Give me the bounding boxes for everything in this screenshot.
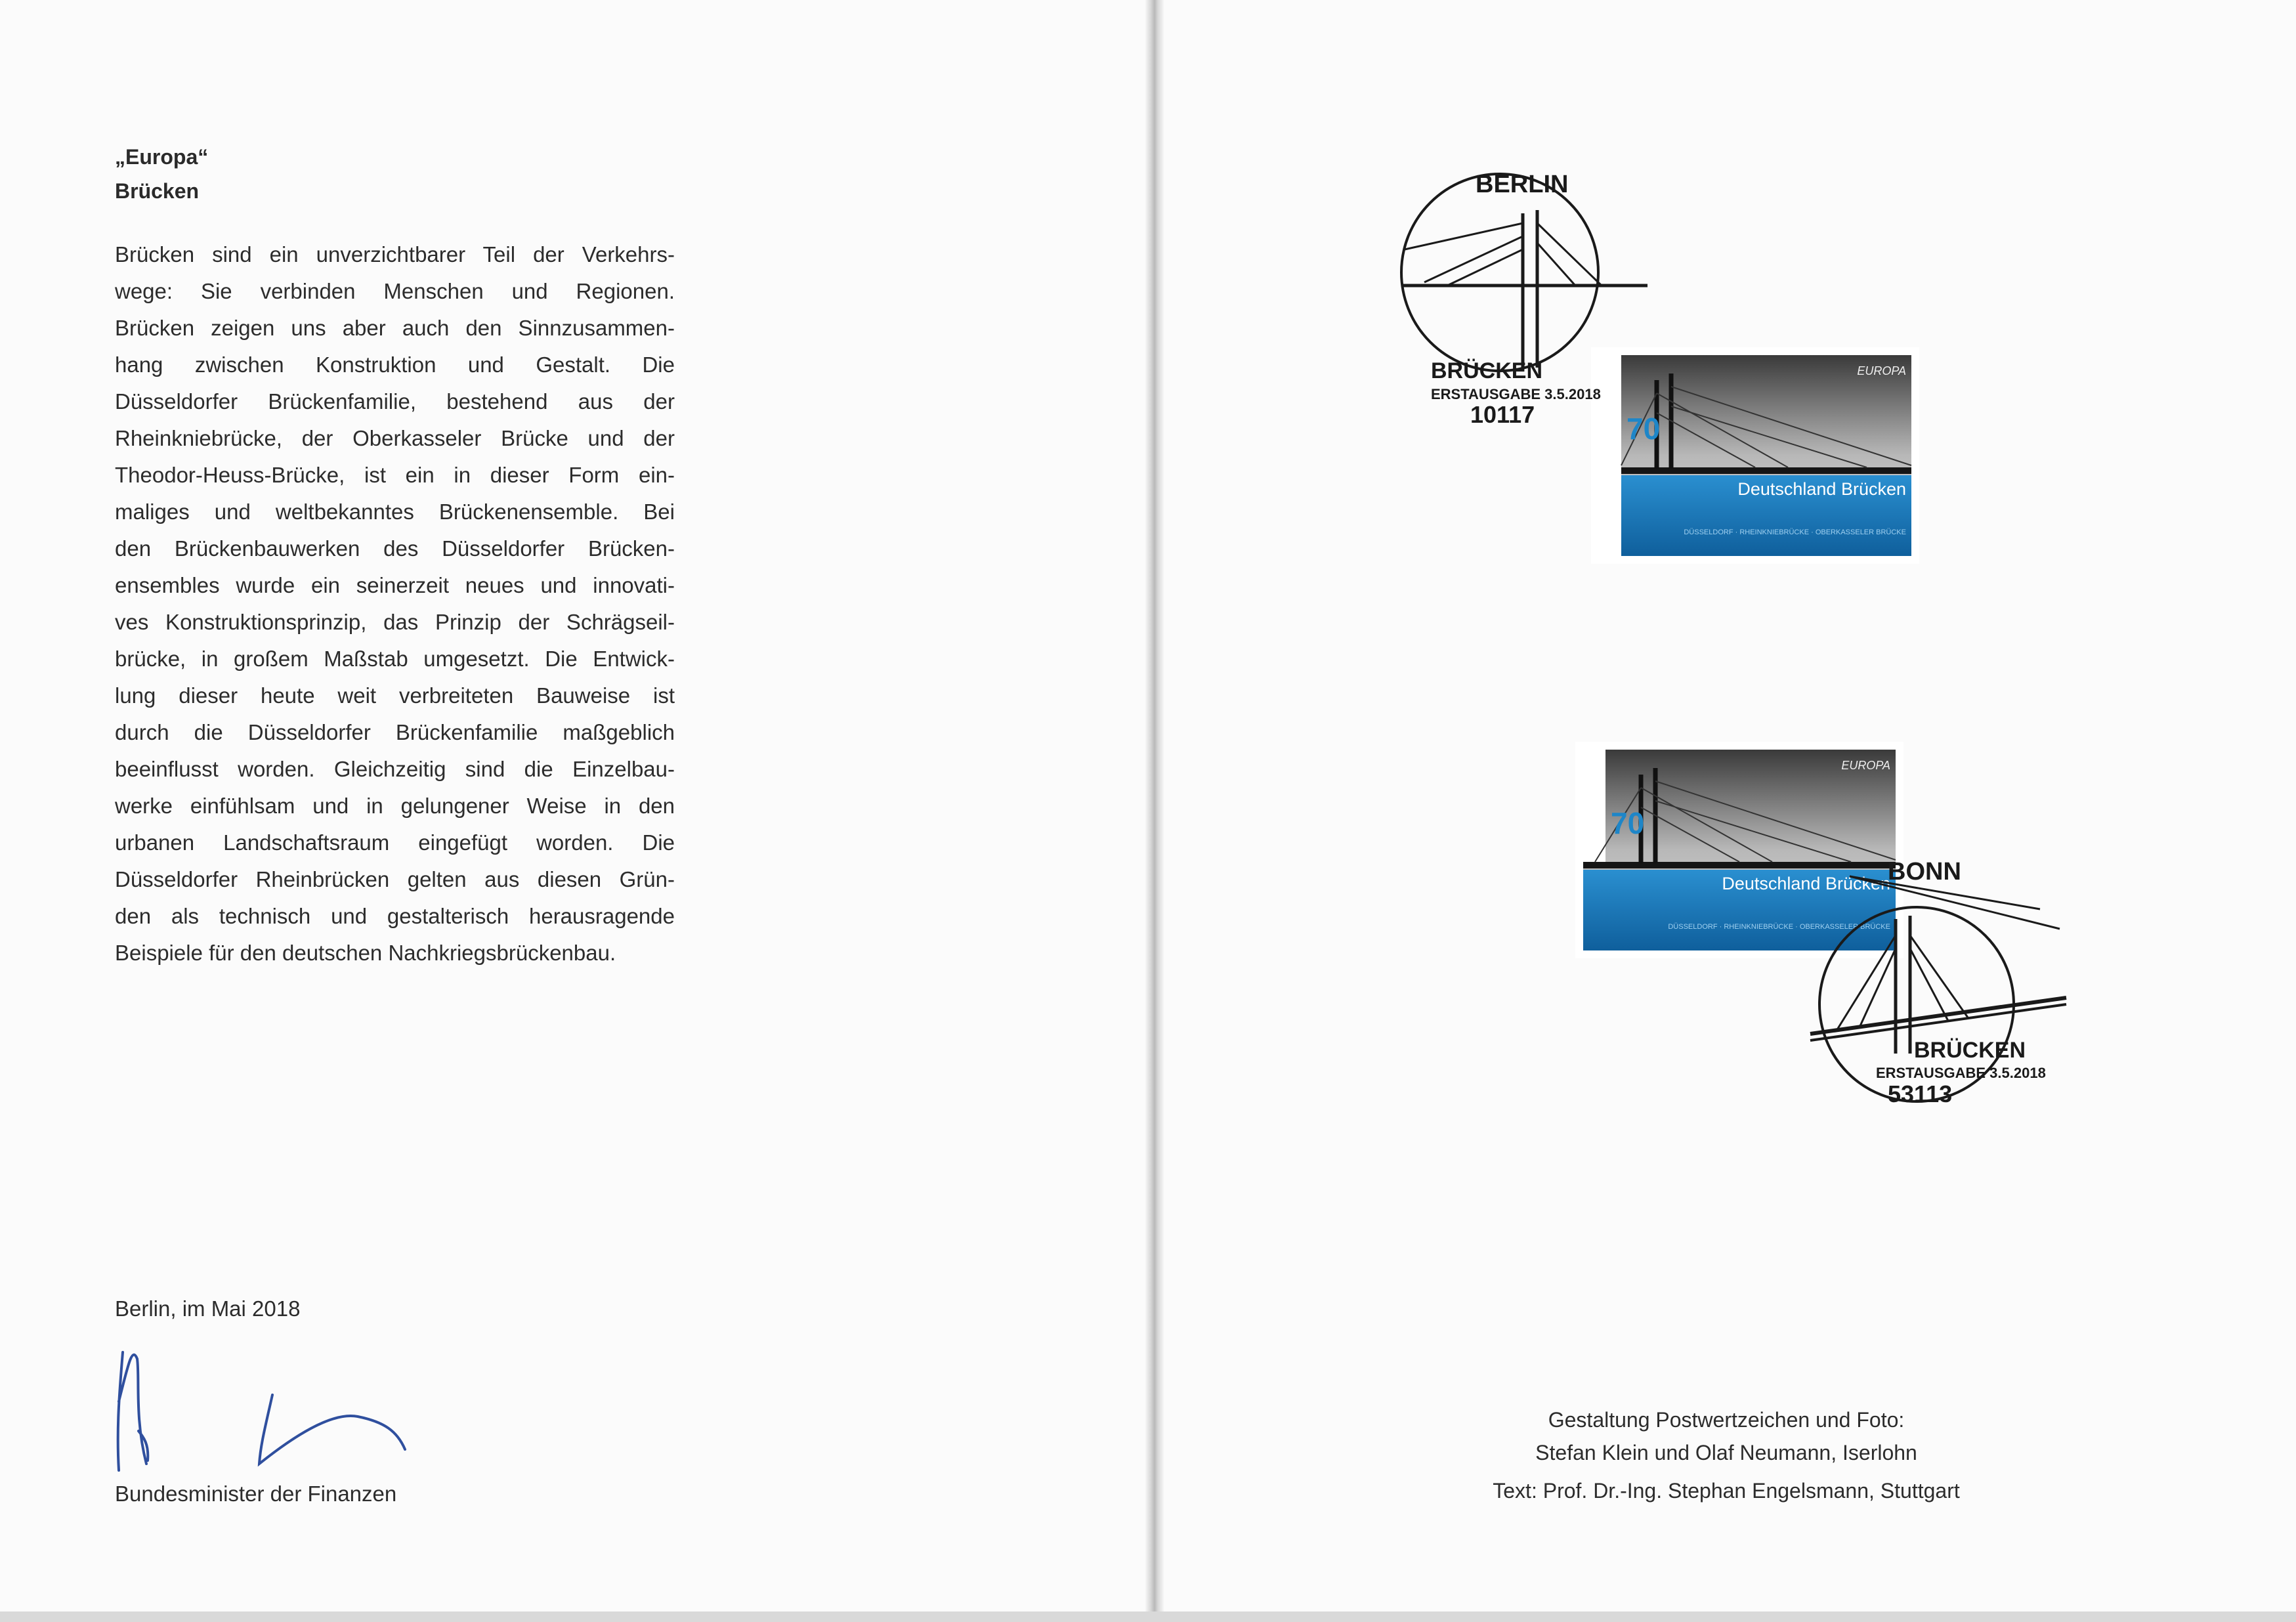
signature	[108, 1339, 423, 1477]
stamp-top-europa-logo: EUROPA	[1857, 364, 1906, 377]
body-line: wege: Sie verbinden Menschen und Regionen.	[115, 279, 675, 303]
cancellation-berlin-issue: ERSTAUSGABE 3.5.2018	[1431, 386, 1601, 402]
cancellation-bonn-city: BONN	[1888, 858, 1961, 886]
body-line: werke einfühlsam und in gelungener Weise in den	[115, 794, 675, 818]
cancellation-bonn	[1797, 843, 2073, 1119]
body-line: Beispiele für den deutschen Nachkriegsbrückenbau.	[115, 941, 616, 965]
body-line: den Brückenbauwerken des Düsseldorfer Brücken-	[115, 536, 675, 561]
body-line: Brücken zeigen uns aber auch den Sinnzusammen-	[115, 316, 675, 340]
title-bruecken: Brücken	[115, 179, 200, 203]
title-europa: „Europa“	[115, 145, 209, 169]
body-line: Theodor-Heuss-Brücke, ist ein in dieser Form ein-	[115, 463, 675, 487]
body-line: Rheinkniebrücke, der Oberkasseler Brücke und der	[115, 426, 675, 450]
credits-designers: Stefan Klein und Olaf Neumann, Iserlohn	[1535, 1441, 1917, 1464]
body-line: durch die Düsseldorfer Brückenfamilie maßgeblich	[115, 720, 675, 744]
body-line: ves Konstruktionsprinzip, das Prinzip der Schrägseil-	[115, 610, 675, 634]
bottom-edge	[0, 1611, 2296, 1622]
body-line: maliges und weltbekanntes Brückenensemble. Bei	[115, 500, 675, 524]
stamp-bottom-europa-logo: EUROPA	[1841, 759, 1890, 772]
body-line: urbanen Landschaftsraum eingefügt worden. Die	[115, 830, 675, 855]
credits-text-author: Text: Prof. Dr.-Ing. Stephan Engelsmann, Stuttgart	[1493, 1479, 1960, 1503]
stamp-top-caption: DÜSSELDORF · RHEINKNIEBRÜCKE · OBERKASSELER BRÜCKE	[1684, 528, 1906, 536]
page-title	[115, 140, 208, 208]
credits	[1398, 1403, 2054, 1507]
stamp-bottom-title: Deutschland Brücken	[1722, 874, 1890, 893]
body-text	[115, 236, 675, 971]
body-line: ensembles wurde ein seinerzeit neues und innovati-	[115, 573, 675, 597]
body-line: den als technisch und gestalterisch herausragende	[115, 904, 675, 928]
stamp-bottom-caption: DÜSSELDORF · RHEINKNIEBRÜCKE · OBERKASSELER BRÜCKE	[1668, 923, 1890, 931]
stamp-bottom-value: 70	[1611, 806, 1645, 840]
body-line: Brücken sind ein unverzichtbarer Teil der Verkehrs-	[115, 242, 675, 267]
credits-design-label: Gestaltung Postwertzeichen und Foto:	[1548, 1408, 1905, 1432]
stamp-top-value: 70	[1626, 412, 1661, 446]
signer-title: Bundesminister der Finanzen	[115, 1482, 397, 1506]
body-line: hang zwischen Konstruktion und Gestalt. Die	[115, 352, 675, 377]
body-line: Düsseldorfer Brückenfamilie, bestehend aus der	[115, 389, 675, 414]
body-line: brücke, in großem Maßstab umgesetzt. Die Entwick-	[115, 647, 675, 671]
stamp-top-title: Deutschland Brücken	[1737, 479, 1906, 499]
body-line: lung dieser heute weit verbreiteten Bauweise ist	[115, 683, 675, 708]
left-page	[0, 0, 1145, 1622]
cancellation-berlin-title: BRÜCKEN	[1431, 358, 1542, 383]
page-fold	[1145, 0, 1164, 1622]
cancellation-bonn-postcode: 53113	[1888, 1080, 1953, 1107]
body-line: beeinflusst worden. Gleichzeitig sind die Einzelbau-	[115, 757, 675, 781]
cancellation-bonn-title: BRÜCKEN	[1914, 1038, 2026, 1063]
cancellation-berlin-postcode: 10117	[1470, 401, 1535, 427]
cancellation-bonn-issue: ERSTAUSGABE 3.5.2018	[1876, 1065, 2046, 1081]
place-date: Berlin, im Mai 2018	[115, 1296, 301, 1321]
cancellation-berlin-city: BERLIN	[1476, 171, 1569, 198]
cancellation-berlin	[1385, 151, 1661, 427]
body-line: Düsseldorfer Rheinbrücken gelten aus diesen Grün-	[115, 867, 675, 891]
right-page	[1164, 0, 2296, 1622]
